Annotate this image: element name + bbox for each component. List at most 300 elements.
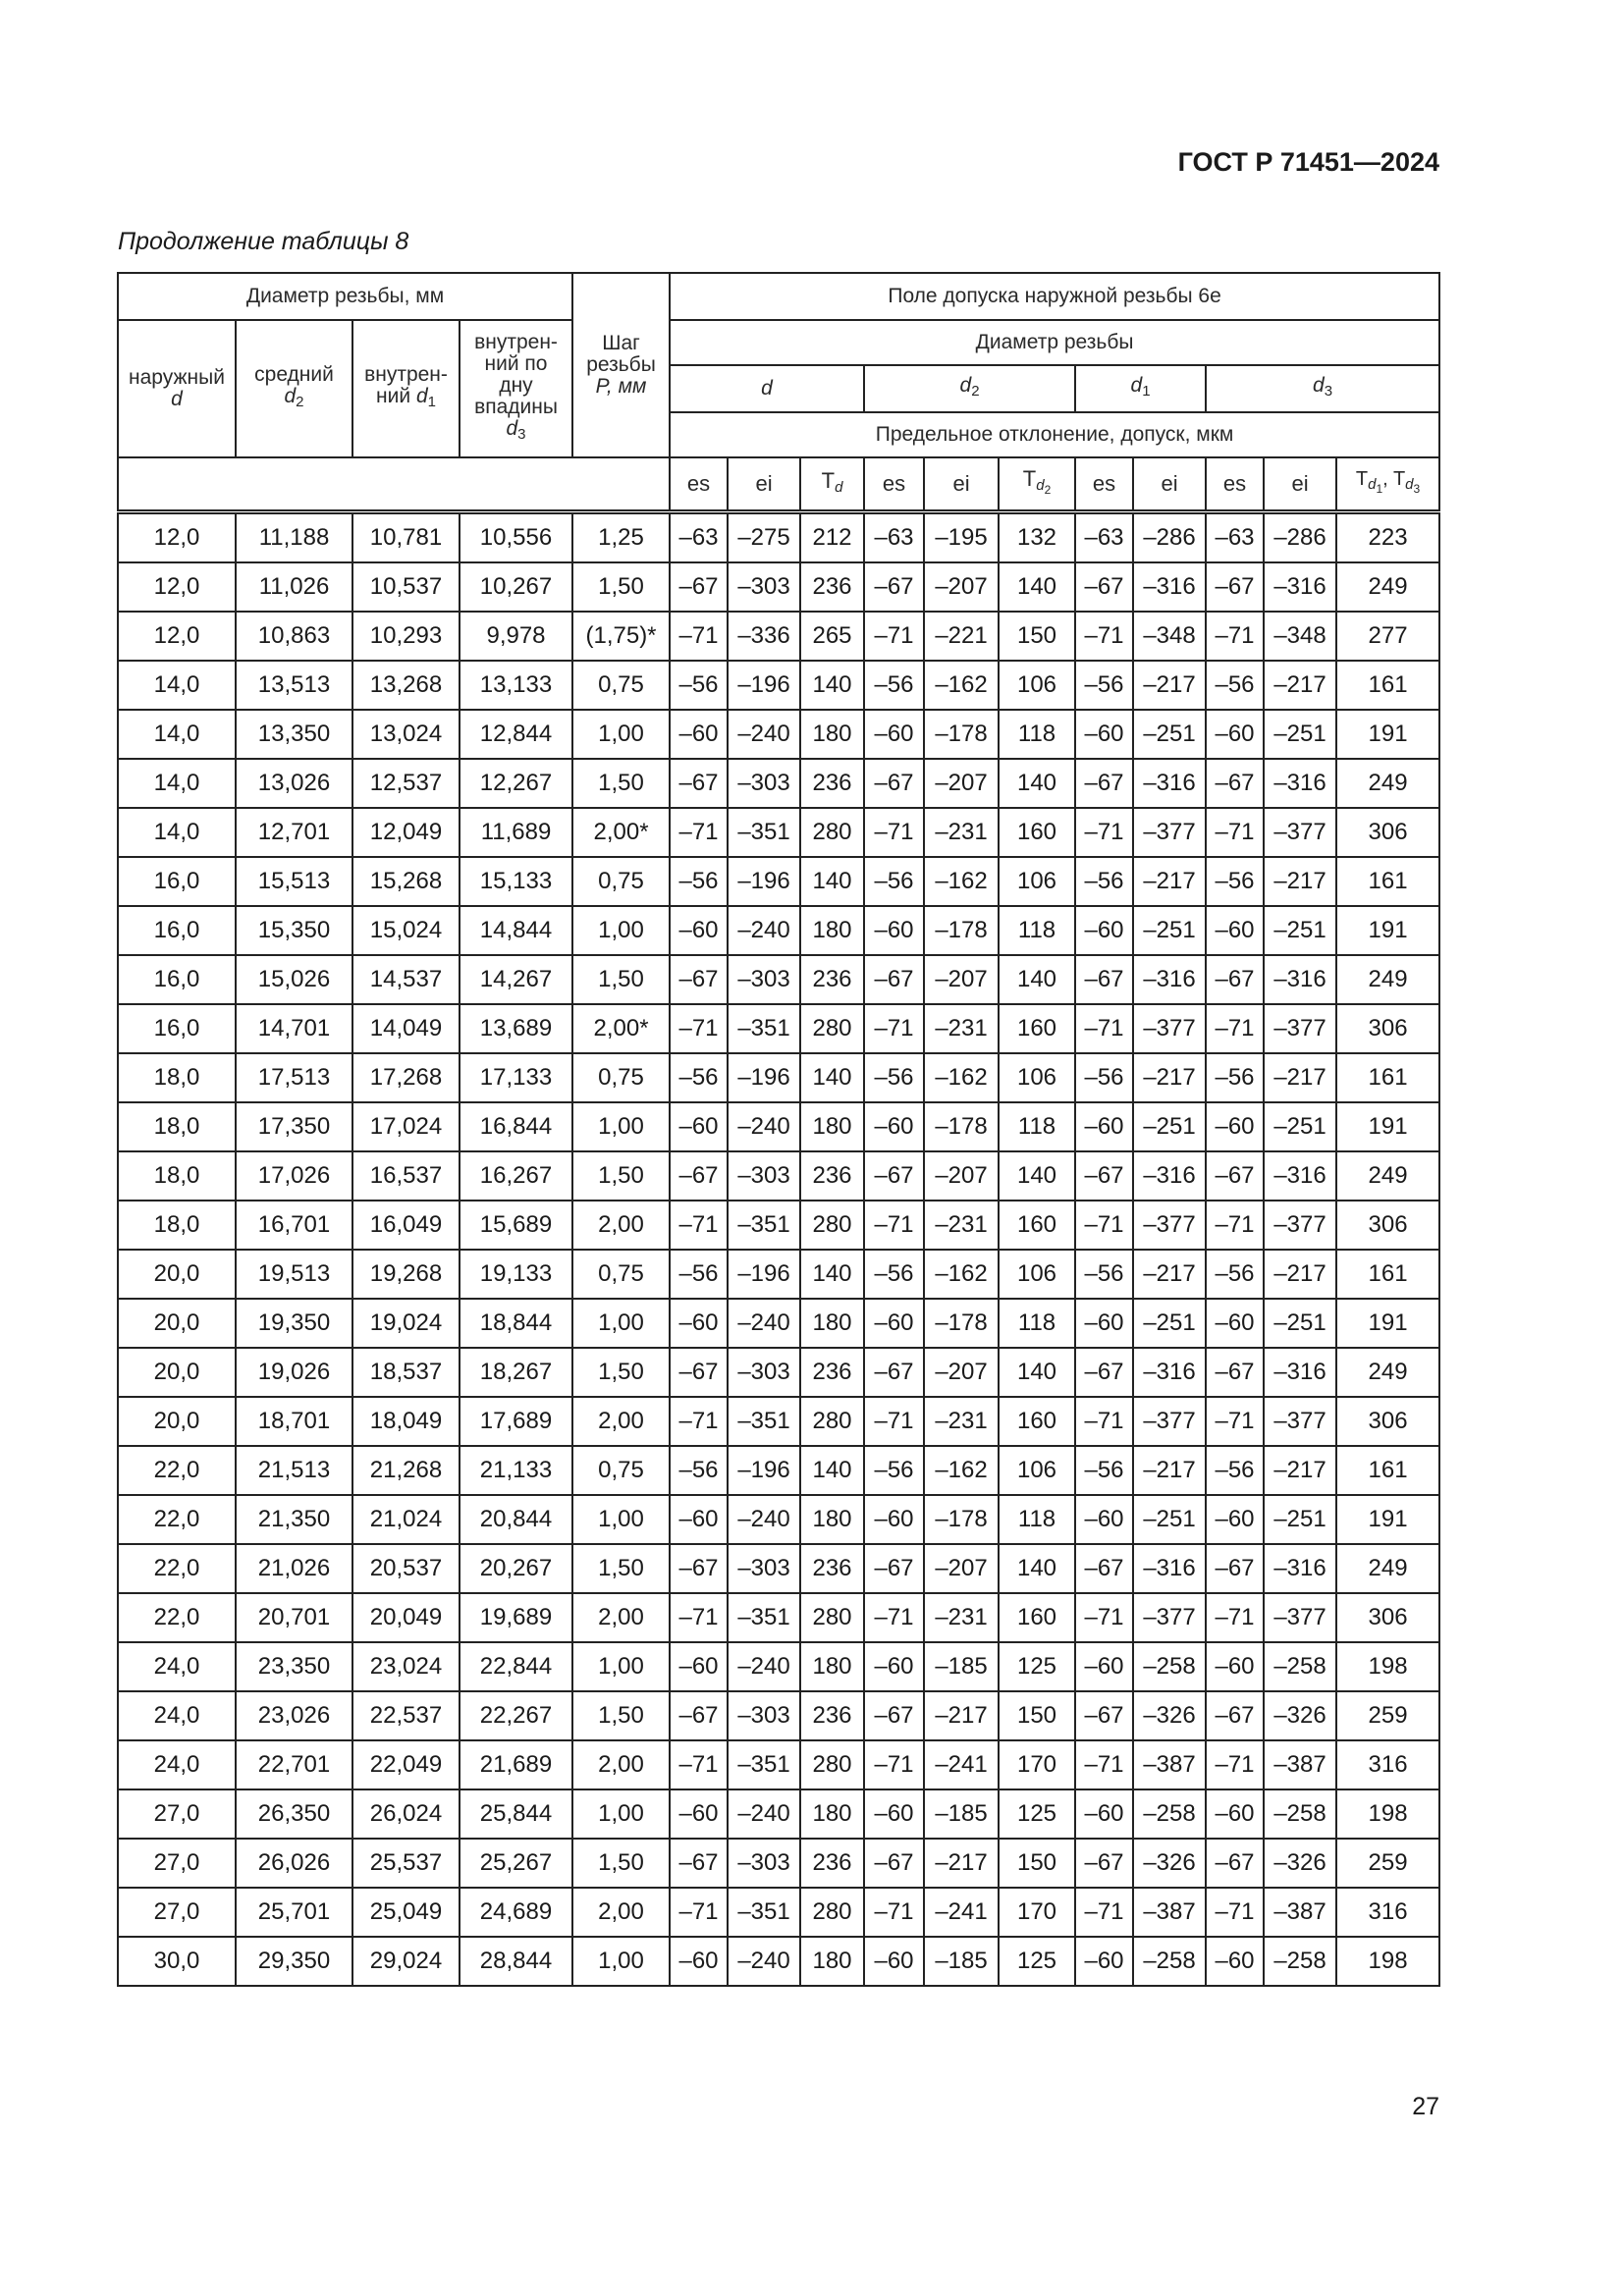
table-cell: 170 — [999, 1888, 1075, 1937]
table-cell: –71 — [670, 1740, 728, 1789]
table-cell: –185 — [924, 1642, 999, 1691]
header-es-d1: es — [1075, 457, 1133, 512]
table-cell: 22,537 — [352, 1691, 460, 1740]
table-cell: –217 — [1133, 1446, 1206, 1495]
table-cell: 20,537 — [352, 1544, 460, 1593]
table-cell: 13,026 — [236, 759, 352, 808]
table-cell: 280 — [800, 1201, 864, 1250]
table-cell: –240 — [728, 1495, 800, 1544]
header-outer-diameter — [118, 320, 236, 457]
table-cell: 1,00 — [572, 1495, 670, 1544]
table-cell: 22,049 — [352, 1740, 460, 1789]
table-cell: –60 — [1075, 1495, 1133, 1544]
header-spacer — [118, 457, 670, 512]
table-cell: 1,50 — [572, 1348, 670, 1397]
header-Td-sub: d — [835, 478, 843, 496]
table-cell: 13,513 — [236, 661, 352, 710]
table-cell: –316 — [1264, 1348, 1336, 1397]
table-body — [118, 512, 1439, 1987]
table-cell: –71 — [670, 1397, 728, 1446]
table-cell: –316 — [1133, 955, 1206, 1004]
table-cell: –207 — [924, 955, 999, 1004]
table-cell: 16,267 — [460, 1151, 572, 1201]
table-cell: 118 — [999, 1102, 1075, 1151]
table-cell: 14,049 — [352, 1004, 460, 1053]
table-cell: 28,844 — [460, 1937, 572, 1986]
table-cell: –217 — [1264, 661, 1336, 710]
table-cell: 14,701 — [236, 1004, 352, 1053]
table-cell: –185 — [924, 1789, 999, 1839]
table-cell: 25,701 — [236, 1888, 352, 1937]
table-cell: 16,0 — [118, 906, 236, 955]
table-cell: 125 — [999, 1937, 1075, 1986]
table-row — [118, 562, 1439, 612]
table-cell: –377 — [1264, 1201, 1336, 1250]
table-cell: –60 — [1206, 1495, 1264, 1544]
table-cell: –71 — [1206, 1201, 1264, 1250]
header-Td2-sub: d — [1036, 476, 1045, 494]
table-cell: –207 — [924, 759, 999, 808]
table-row — [118, 1348, 1439, 1397]
table-cell: 2,00* — [572, 1004, 670, 1053]
table-cell: 2,00* — [572, 808, 670, 857]
table-cell: 132 — [999, 512, 1075, 563]
table-cell: 180 — [800, 1102, 864, 1151]
table-cell: 1,00 — [572, 906, 670, 955]
table-cell: 18,0 — [118, 1151, 236, 1201]
header-sub-d — [670, 365, 864, 412]
table-cell: –60 — [670, 906, 728, 955]
table-cell: –387 — [1133, 1888, 1206, 1937]
table-cell: 180 — [800, 1642, 864, 1691]
table-cell: –207 — [924, 1348, 999, 1397]
table-cell: –162 — [924, 661, 999, 710]
header-root-subscript: 3 — [517, 426, 526, 443]
table-cell: –178 — [924, 710, 999, 759]
table-cell: –162 — [924, 1053, 999, 1102]
table-cell: 1,25 — [572, 512, 670, 563]
table-cell: –377 — [1264, 1004, 1336, 1053]
table-cell: –217 — [1264, 857, 1336, 906]
table-cell: –303 — [728, 759, 800, 808]
table-cell: –258 — [1264, 1789, 1336, 1839]
table-cell: –56 — [670, 661, 728, 710]
table-row — [118, 1839, 1439, 1888]
table-cell: 140 — [999, 759, 1075, 808]
table-cell: 27,0 — [118, 1789, 236, 1839]
table-cell: 180 — [800, 710, 864, 759]
table-cell: 19,133 — [460, 1250, 572, 1299]
header-sub-d1-index: 1 — [1142, 383, 1151, 400]
table-cell: 12,049 — [352, 808, 460, 857]
table-cell: 140 — [800, 1053, 864, 1102]
table-cell: 24,0 — [118, 1642, 236, 1691]
table-row — [118, 1053, 1439, 1102]
table-cell: 13,024 — [352, 710, 460, 759]
table-cell: –60 — [1075, 1789, 1133, 1839]
table-row — [118, 1544, 1439, 1593]
header-ei-d3: ei — [1264, 457, 1336, 512]
table-cell: 280 — [800, 1397, 864, 1446]
table-cell: –377 — [1133, 1004, 1206, 1053]
table-cell: 15,024 — [352, 906, 460, 955]
table-cell: –60 — [864, 1642, 924, 1691]
table-cell: 22,0 — [118, 1495, 236, 1544]
table-cell: –241 — [924, 1888, 999, 1937]
table-cell: –162 — [924, 1250, 999, 1299]
table-cell: –195 — [924, 512, 999, 563]
table-row — [118, 1102, 1439, 1151]
table-cell: 191 — [1336, 710, 1439, 759]
table-cell: 140 — [999, 1151, 1075, 1201]
table-cell: –387 — [1264, 1740, 1336, 1789]
header-sub-d3-index: 3 — [1324, 383, 1333, 400]
header-outer-label: наружный — [129, 366, 225, 389]
table-cell: 16,0 — [118, 1004, 236, 1053]
table-cell: 106 — [999, 661, 1075, 710]
table-cell: 15,268 — [352, 857, 460, 906]
table-cell: 15,689 — [460, 1201, 572, 1250]
table-cell: 140 — [800, 857, 864, 906]
table-cell: 25,267 — [460, 1839, 572, 1888]
header-deviation: Предельное отклонение, допуск, мкм — [670, 412, 1439, 457]
table-cell: –217 — [1133, 661, 1206, 710]
table-cell: 223 — [1336, 512, 1439, 563]
table-cell: –377 — [1133, 1397, 1206, 1446]
table-cell: –67 — [1206, 1151, 1264, 1201]
table-cell: –56 — [864, 857, 924, 906]
table-cell: –185 — [924, 1937, 999, 1986]
table-cell: –351 — [728, 1593, 800, 1642]
table-cell: 1,00 — [572, 1299, 670, 1348]
table-cell: 12,537 — [352, 759, 460, 808]
table-cell: –60 — [670, 1299, 728, 1348]
table-cell: 15,350 — [236, 906, 352, 955]
table-cell: 23,350 — [236, 1642, 352, 1691]
table-cell: –178 — [924, 1495, 999, 1544]
table-cell: –71 — [1075, 1740, 1133, 1789]
header-Td — [800, 457, 864, 512]
table-cell: –56 — [1075, 661, 1133, 710]
header-root-diameter — [460, 320, 572, 457]
page-number: 27 — [1412, 2093, 1439, 2120]
table-row — [118, 1299, 1439, 1348]
table-cell: –71 — [864, 1888, 924, 1937]
table-cell: 140 — [800, 1446, 864, 1495]
table-cell: 20,0 — [118, 1299, 236, 1348]
table-cell: 9,978 — [460, 612, 572, 661]
table-cell: 14,267 — [460, 955, 572, 1004]
header-Td3-T: T — [1392, 468, 1406, 490]
table-row — [118, 759, 1439, 808]
table-cell: –303 — [728, 1348, 800, 1397]
table-cell: –60 — [670, 1102, 728, 1151]
table-cell: 180 — [800, 1299, 864, 1348]
table-cell: 1,50 — [572, 1691, 670, 1740]
table-cell: 10,267 — [460, 562, 572, 612]
table-cell: 180 — [800, 906, 864, 955]
table-cell: –258 — [1133, 1642, 1206, 1691]
header-thread-diameter-mm: Диаметр резьбы, мм — [118, 273, 572, 320]
table-cell: –71 — [670, 1888, 728, 1937]
table-cell: –316 — [1264, 1151, 1336, 1201]
header-ei-d: ei — [728, 457, 800, 512]
table-cell: –275 — [728, 512, 800, 563]
table-row — [118, 1201, 1439, 1250]
table-cell: –71 — [1075, 1397, 1133, 1446]
header-pitch-label: Шаг резьбы — [586, 332, 656, 376]
header-inner-subscript: 1 — [427, 394, 436, 410]
table-cell: –196 — [728, 1446, 800, 1495]
table-cell: 20,267 — [460, 1544, 572, 1593]
table-cell: 10,537 — [352, 562, 460, 612]
table-cell: –67 — [864, 1691, 924, 1740]
table-cell: 125 — [999, 1642, 1075, 1691]
table-cell: 16,701 — [236, 1201, 352, 1250]
table-cell: 161 — [1336, 857, 1439, 906]
table-cell: 198 — [1336, 1789, 1439, 1839]
table-cell: 212 — [800, 512, 864, 563]
table-cell: –316 — [1264, 562, 1336, 612]
table-cell: –251 — [1264, 1299, 1336, 1348]
table-cell: –351 — [728, 1397, 800, 1446]
table-cell: 12,0 — [118, 512, 236, 563]
table-cell: –56 — [864, 661, 924, 710]
table-cell: –67 — [1075, 955, 1133, 1004]
table-cell: 12,701 — [236, 808, 352, 857]
header-inner-symbol: d — [415, 385, 428, 407]
table-cell: –71 — [1206, 808, 1264, 857]
table-cell: –387 — [1133, 1740, 1206, 1789]
table-cell: 14,844 — [460, 906, 572, 955]
table-cell: 0,75 — [572, 661, 670, 710]
table-cell: 17,133 — [460, 1053, 572, 1102]
table-cell: –56 — [670, 1250, 728, 1299]
table-row — [118, 1004, 1439, 1053]
table-cell: –316 — [1133, 759, 1206, 808]
table-cell: 23,024 — [352, 1642, 460, 1691]
table-row — [118, 1642, 1439, 1691]
table-cell: 18,267 — [460, 1348, 572, 1397]
table-row — [118, 906, 1439, 955]
table-cell: –251 — [1133, 710, 1206, 759]
table-cell: –71 — [670, 1004, 728, 1053]
table-cell: 20,701 — [236, 1593, 352, 1642]
table-cell: –231 — [924, 808, 999, 857]
table-cell: 2,00 — [572, 1201, 670, 1250]
table-cell: –56 — [670, 1053, 728, 1102]
table-cell: 160 — [999, 1004, 1075, 1053]
table-cell: 0,75 — [572, 857, 670, 906]
table-cell: 125 — [999, 1789, 1075, 1839]
table-cell: 26,024 — [352, 1789, 460, 1839]
table-cell: –60 — [864, 1937, 924, 1986]
table-cell: –71 — [1075, 1004, 1133, 1053]
table-cell: –251 — [1264, 710, 1336, 759]
header-es-d: es — [670, 457, 728, 512]
table-cell: –251 — [1264, 906, 1336, 955]
table-cell: 1,50 — [572, 562, 670, 612]
table-cell: –217 — [1264, 1250, 1336, 1299]
table-cell: –231 — [924, 1593, 999, 1642]
table-cell: 198 — [1336, 1642, 1439, 1691]
table-row — [118, 1789, 1439, 1839]
table-cell: –71 — [864, 1740, 924, 1789]
header-sub-d2-symbol: d — [959, 374, 972, 397]
table-cell: –60 — [1075, 1299, 1133, 1348]
table-cell: 280 — [800, 808, 864, 857]
table-cell: 1,00 — [572, 710, 670, 759]
header-thread-diameter: Диаметр резьбы — [670, 320, 1439, 365]
table-cell: –56 — [1206, 1446, 1264, 1495]
table-cell: –71 — [1206, 1593, 1264, 1642]
table-cell: 25,844 — [460, 1789, 572, 1839]
table-cell: 13,268 — [352, 661, 460, 710]
table-cell: 191 — [1336, 1299, 1439, 1348]
table-cell: –67 — [1206, 1839, 1264, 1888]
table-cell: –60 — [1206, 1937, 1264, 1986]
table-cell: 14,537 — [352, 955, 460, 1004]
table-row — [118, 1691, 1439, 1740]
table-cell: 280 — [800, 1004, 864, 1053]
table-cell: –67 — [1075, 1151, 1133, 1201]
table-cell: 30,0 — [118, 1937, 236, 1986]
table-cell: 10,556 — [460, 512, 572, 563]
table-row — [118, 1250, 1439, 1299]
table-cell: 236 — [800, 1839, 864, 1888]
table-cell: –60 — [670, 1642, 728, 1691]
table-cell: 18,0 — [118, 1053, 236, 1102]
table-cell: –63 — [1206, 512, 1264, 563]
table-cell: –162 — [924, 1446, 999, 1495]
table-cell: –60 — [670, 1937, 728, 1986]
table-cell: –240 — [728, 1102, 800, 1151]
table-cell: –286 — [1264, 512, 1336, 563]
table-cell: 161 — [1336, 1250, 1439, 1299]
header-es-d3: es — [1206, 457, 1264, 512]
table-cell: 21,024 — [352, 1495, 460, 1544]
header-outer-symbol: d — [171, 388, 183, 410]
table-cell: –251 — [1133, 906, 1206, 955]
table-cell: –377 — [1264, 808, 1336, 857]
table-cell: 1,50 — [572, 1151, 670, 1201]
table-row — [118, 1446, 1439, 1495]
table-cell: –240 — [728, 1299, 800, 1348]
table-cell: 20,0 — [118, 1348, 236, 1397]
header-sub-d2 — [864, 365, 1075, 412]
table-cell: –217 — [924, 1839, 999, 1888]
table-cell: 20,844 — [460, 1495, 572, 1544]
table-cell: 26,026 — [236, 1839, 352, 1888]
table-cell: –71 — [670, 1593, 728, 1642]
table-cell: –67 — [670, 562, 728, 612]
table-cell: 11,026 — [236, 562, 352, 612]
table-cell: –67 — [864, 1544, 924, 1593]
table-cell: –56 — [1075, 1446, 1133, 1495]
table-row — [118, 710, 1439, 759]
table-cell: 236 — [800, 562, 864, 612]
table-cell: 16,0 — [118, 857, 236, 906]
table-cell: –240 — [728, 1789, 800, 1839]
table-cell: –63 — [670, 512, 728, 563]
header-sub-d3 — [1206, 365, 1439, 412]
table-cell: –377 — [1133, 1593, 1206, 1642]
table-cell: –67 — [670, 1544, 728, 1593]
table-cell: 21,689 — [460, 1740, 572, 1789]
table-cell: 180 — [800, 1789, 864, 1839]
header-Td2 — [999, 457, 1075, 512]
table-cell: 249 — [1336, 1544, 1439, 1593]
table-cell: 249 — [1336, 562, 1439, 612]
table-cell: –71 — [864, 612, 924, 661]
table-cell: –67 — [1075, 1348, 1133, 1397]
table-cell: –67 — [670, 1691, 728, 1740]
table-cell: –63 — [1075, 512, 1133, 563]
table-cell: 17,689 — [460, 1397, 572, 1446]
table-cell: –316 — [1264, 759, 1336, 808]
header-ei-d2: ei — [924, 457, 999, 512]
table-cell: 17,268 — [352, 1053, 460, 1102]
table-cell: –71 — [670, 808, 728, 857]
table-cell: 236 — [800, 1348, 864, 1397]
table-cell: 161 — [1336, 1053, 1439, 1102]
table-cell: 1,50 — [572, 759, 670, 808]
header-inner-diameter — [352, 320, 460, 457]
table-cell: –303 — [728, 1544, 800, 1593]
table-cell: 17,513 — [236, 1053, 352, 1102]
table-cell: 17,350 — [236, 1102, 352, 1151]
table-cell: 140 — [999, 562, 1075, 612]
table-cell: 10,293 — [352, 612, 460, 661]
table-cell: –207 — [924, 1544, 999, 1593]
header-mean-label: средний — [254, 363, 334, 386]
table-cell: 21,268 — [352, 1446, 460, 1495]
table-cell: –196 — [728, 1250, 800, 1299]
table-cell: –316 — [1133, 1544, 1206, 1593]
table-cell: 16,537 — [352, 1151, 460, 1201]
table-cell: –71 — [1206, 612, 1264, 661]
table-cell: 106 — [999, 1053, 1075, 1102]
table-cell: –251 — [1133, 1299, 1206, 1348]
table-cell: –67 — [1206, 759, 1264, 808]
table-cell: 306 — [1336, 808, 1439, 857]
table-cell: –60 — [1075, 710, 1133, 759]
table-cell: –241 — [924, 1740, 999, 1789]
table-cell: –377 — [1264, 1397, 1336, 1446]
table-cell: 2,00 — [572, 1740, 670, 1789]
table-cell: 18,537 — [352, 1348, 460, 1397]
table-cell: 106 — [999, 1250, 1075, 1299]
table-cell: –221 — [924, 612, 999, 661]
header-tolerance-field: Поле допуска наружной резьбы 6е — [670, 273, 1439, 320]
table-cell: –196 — [728, 1053, 800, 1102]
table-cell: 23,026 — [236, 1691, 352, 1740]
table-cell: 161 — [1336, 661, 1439, 710]
table-cell: 180 — [800, 1495, 864, 1544]
table-cell: –377 — [1264, 1593, 1336, 1642]
table-cell: –316 — [1133, 1348, 1206, 1397]
header-es-d2: es — [864, 457, 924, 512]
table-cell: 24,689 — [460, 1888, 572, 1937]
table-cell: –71 — [864, 1397, 924, 1446]
table-cell: –316 — [1264, 955, 1336, 1004]
table-cell: –303 — [728, 1151, 800, 1201]
table-cell: –258 — [1264, 1642, 1336, 1691]
table-cell: 25,049 — [352, 1888, 460, 1937]
table-cell: 15,513 — [236, 857, 352, 906]
table-cell: 16,844 — [460, 1102, 572, 1151]
table-cell: 306 — [1336, 1397, 1439, 1446]
